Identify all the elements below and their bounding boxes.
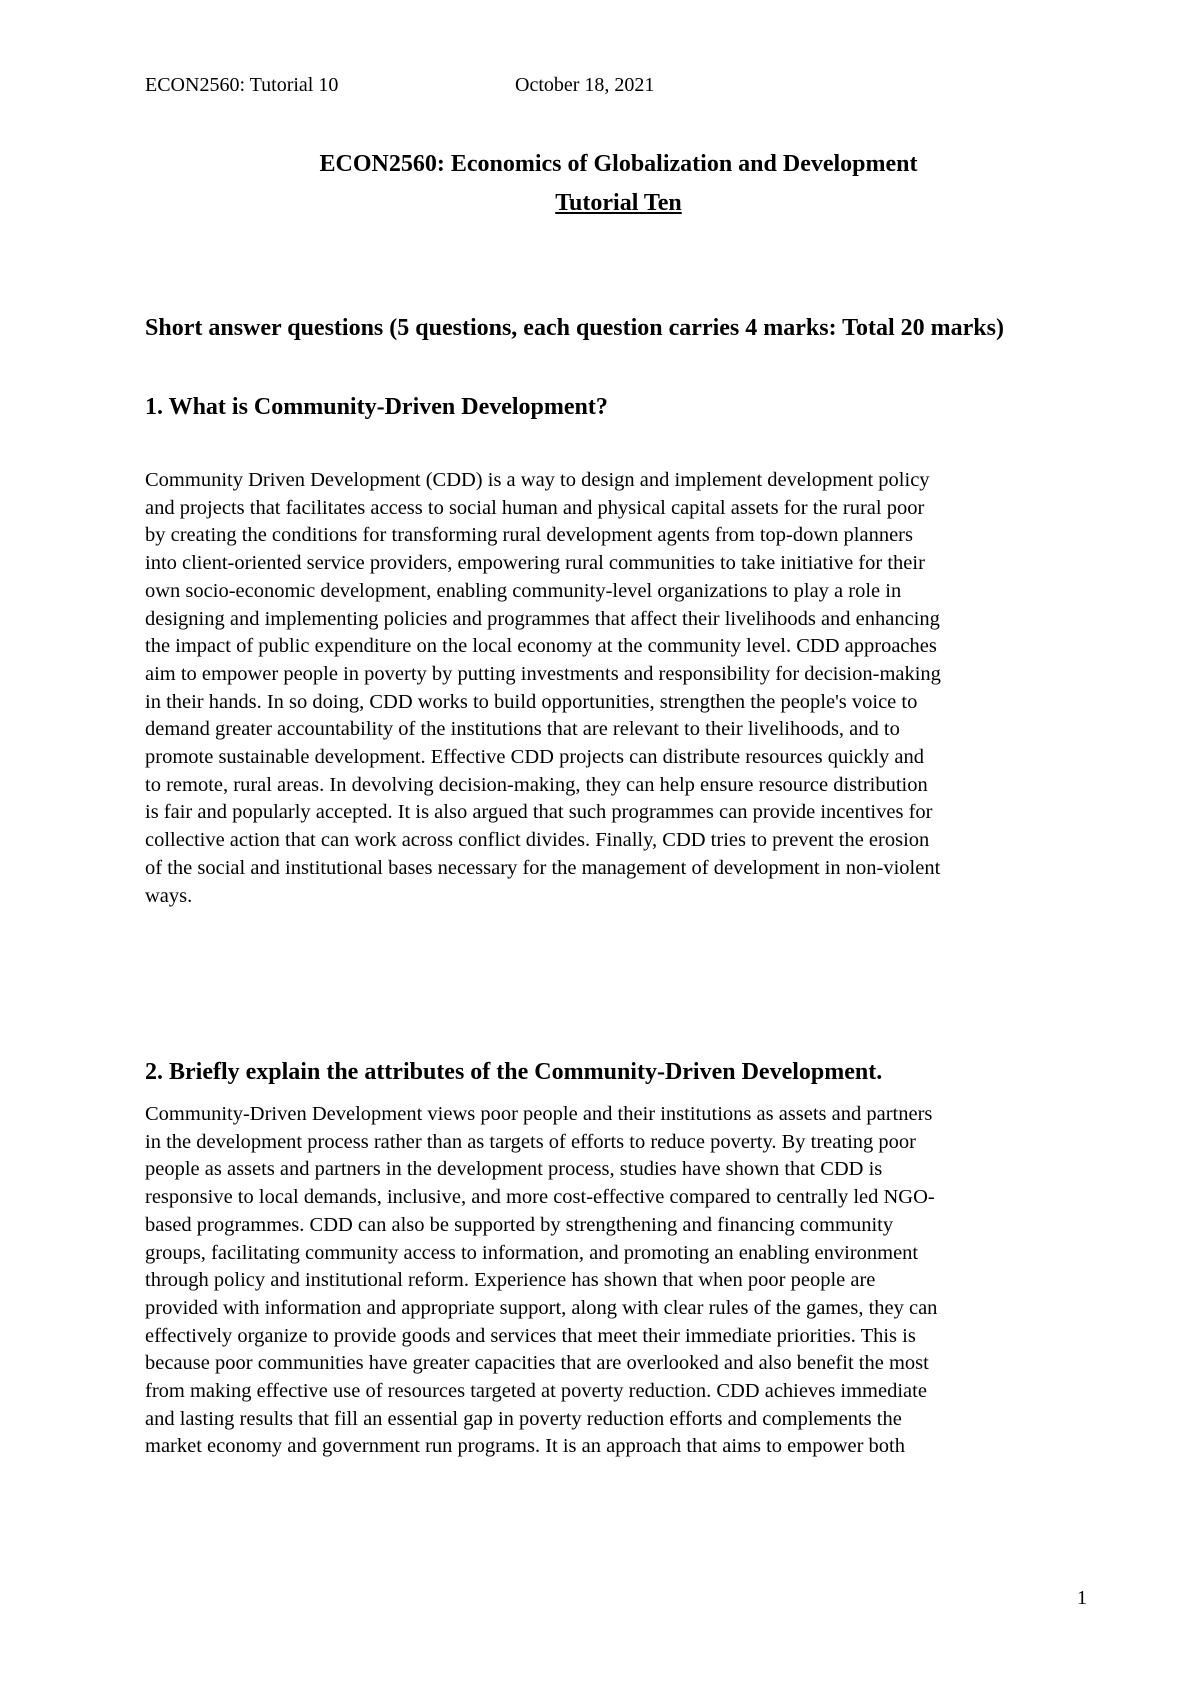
answer-line: in the development process rather than as targets of efforts to reduce poverty. By treating poor (145, 1130, 916, 1153)
answer-line: groups, facilitating community access to information, and promoting an enabling environment (145, 1241, 919, 1264)
answer-line: of the social and institutional bases necessary for the management of development in non-violent (145, 856, 941, 879)
question-2-heading: 2. Briefly explain the attributes of the Community-Driven Development. (145, 1059, 883, 1085)
question-1-heading: 1. What is Community-Driven Development? (145, 394, 608, 420)
answer-line: to remote, rural areas. In devolving decision-making, they can help ensure resource distribution (145, 773, 928, 796)
answer-line: market economy and government run programs. It is an approach that aims to empower both (145, 1435, 905, 1458)
answer-line: provided with information and appropriate support, along with clear rules of the games, they can (145, 1296, 938, 1319)
answer-line: into client-oriented service providers, empowering rural communities to take initiative for their (145, 552, 925, 575)
answer-line: Community-Driven Development views poor people and their institutions as assets and partners (145, 1103, 933, 1125)
answer-line: because poor communities have greater capacities that are overlooked and also benefit the most (145, 1352, 929, 1375)
answer-line: the impact of public expenditure on the local economy at the community level. CDD approaches (145, 635, 937, 658)
answer-line: demand greater accountability of the institutions that are relevant to their livelihoods, and to (145, 718, 900, 741)
answer-line: ways. (145, 884, 193, 907)
answer-line: designing and implementing policies and programmes that affect their livelihoods and enhancing (145, 607, 940, 630)
answer-line: collective action that can work across conflict divides. Finally, CDD tries to prevent the erosion (145, 829, 930, 852)
document-subtitle: Tutorial Ten (555, 190, 682, 216)
answer-line: aim to empower people in poverty by putting investments and responsibility for decision-making (145, 662, 941, 685)
answer-line: responsive to local demands, inclusive, and more cost-effective compared to centrally led NGO- (145, 1186, 935, 1209)
answer-line: through policy and institutional reform. Experience has shown that when poor people are (145, 1269, 876, 1292)
answer-line: is fair and popularly accepted. It is also argued that such programmes can provide incentives for (145, 801, 933, 824)
answer-line: in their hands. In so doing, CDD works to build opportunities, strengthen the people's voice to (145, 690, 918, 713)
answer-line: effectively organize to provide goods and services that meet their immediate priorities. This is (145, 1324, 916, 1347)
section-heading: Short answer questions (5 questions, each question carries 4 marks: Total 20 marks) (145, 315, 1004, 341)
answer-line: own socio-economic development, enabling community-level organizations to play a role in (145, 579, 902, 602)
header-date: October 18, 2021 (515, 74, 655, 96)
answer-line: and projects that facilitates access to social human and physical capital assets for the rural poor (145, 496, 925, 519)
answer-line: by creating the conditions for transforming rural development agents from top-down planners (145, 524, 913, 547)
answer-line: Community Driven Development (CDD) is a way to design and implement development policy (145, 469, 930, 491)
document-title: ECON2560: Economics of Globalization and Development (319, 151, 918, 177)
question-2-answer (145, 1101, 1095, 1461)
answer-line: promote sustainable development. Effective CDD projects can distribute resources quickly and (145, 746, 924, 769)
answer-line: and lasting results that fill an essential gap in poverty reduction efforts and complements the (145, 1407, 902, 1430)
page-number: 1 (1077, 1587, 1087, 1609)
question-1-answer (145, 467, 1095, 910)
answer-line: based programmes. CDD can also be supported by strengthening and financing community (145, 1213, 894, 1236)
header-course: ECON2560: Tutorial 10 (145, 74, 339, 96)
answer-line: from making effective use of resources targeted at poverty reduction. CDD achieves immediate (145, 1380, 927, 1403)
answer-line: people as assets and partners in the development process, studies have shown that CDD is (145, 1158, 883, 1181)
